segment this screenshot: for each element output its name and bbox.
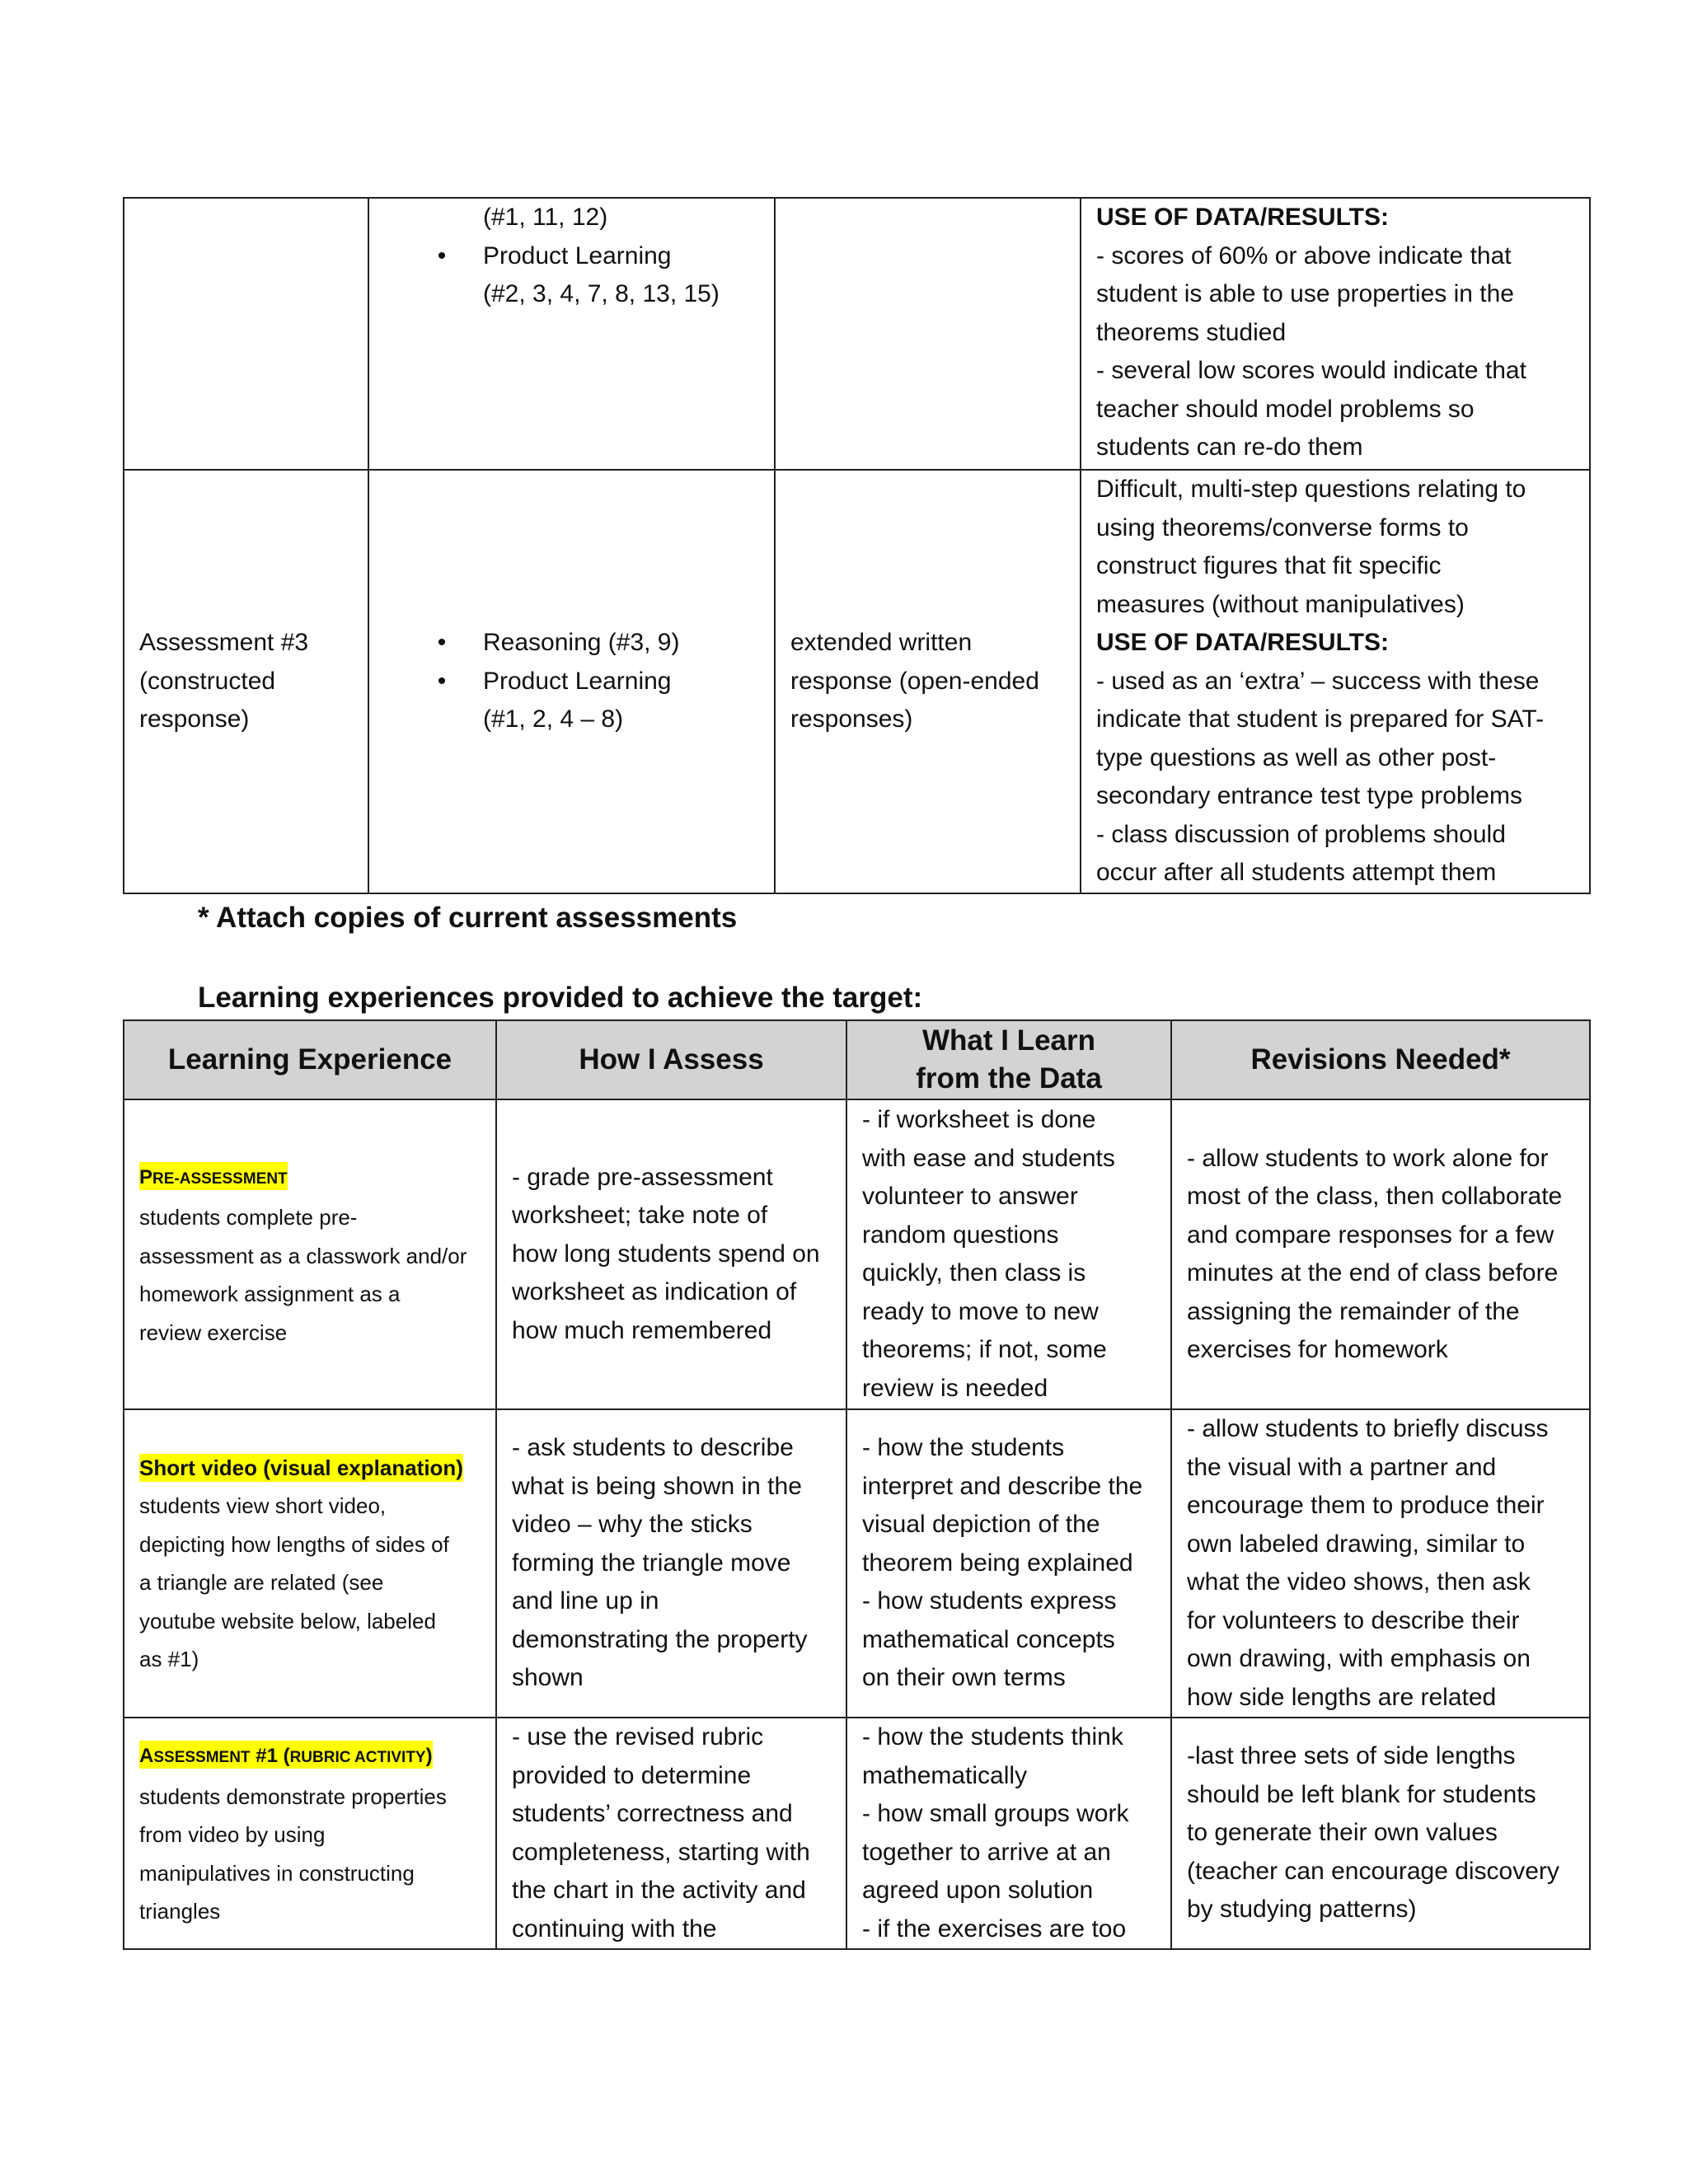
learning-experiences-heading: Learning experiences provided to achieve the target: (198, 982, 923, 1014)
assessment-cell (124, 470, 368, 893)
text-line: - several low scores would indicate that (1096, 357, 1526, 384)
bullet-icon: • (437, 241, 447, 269)
text-line: as #1) (139, 1647, 199, 1671)
list-item (369, 663, 774, 701)
title-part: SSESSMENT (153, 1749, 251, 1767)
text-line: completeness, starting with (512, 1838, 810, 1866)
text-line: how long students spend on (512, 1240, 820, 1268)
text-line: triangles (139, 1899, 221, 1924)
text-line: depicting how lengths of sides of (139, 1531, 449, 1557)
text-line: - if worksheet is done (862, 1106, 1096, 1133)
text-line: own labeled drawing, similar to (1187, 1530, 1526, 1558)
text-line: homework assignment as a (139, 1282, 401, 1307)
text-line: demonstrating the property (512, 1625, 808, 1653)
text-line: youtube website below, labeled (139, 1608, 436, 1633)
text-line: provided to determine (512, 1761, 752, 1789)
table-row (124, 198, 1590, 470)
column-header-what-i-learn (846, 1020, 1171, 1099)
text-line: manipulatives in constructing (139, 1860, 415, 1886)
text-line: - scores of 60% or above indicate that (1096, 241, 1512, 269)
text-line: continuing with the (512, 1915, 717, 1943)
text-line: mathematical concepts (862, 1625, 1115, 1653)
target-line: (#1, 11, 12) (483, 204, 608, 231)
list-item (369, 237, 774, 276)
text-line: agreed upon solution (862, 1877, 1094, 1904)
target-cell (368, 470, 775, 893)
attach-note: * Attach copies of current assessments (198, 902, 738, 934)
table-row (124, 470, 1590, 893)
learning-experiences-table (123, 1019, 1591, 1950)
revisions-needed-cell (1171, 1409, 1590, 1718)
text-line: review is needed (862, 1374, 1048, 1402)
highlighted-title (139, 1741, 433, 1769)
text-line: students’ correctness and (512, 1800, 793, 1827)
text-line: construct figures that fit specific (1096, 552, 1442, 579)
title-part: P (139, 1165, 153, 1188)
use-of-data-cell (1081, 470, 1590, 893)
assessment-cell-empty (124, 198, 368, 470)
text-line: shown (512, 1664, 584, 1692)
text-line: - allow students to briefly discuss (1187, 1415, 1549, 1442)
column-header-learning-experience: Learning Experience (124, 1020, 496, 1099)
text-line: by studying patterns) (1187, 1896, 1417, 1924)
text-line: student is able to use properties in the (1096, 280, 1514, 307)
text-line: students complete pre- (139, 1205, 358, 1230)
text-line: assigning the remainder of the (1187, 1297, 1520, 1325)
text-line: students can re-do them (1096, 434, 1363, 461)
experience-title (139, 1449, 481, 1488)
learning-experience-cell (124, 1409, 496, 1718)
text-line: the visual with a partner and (1187, 1453, 1497, 1481)
list-item (369, 624, 774, 663)
text-line: Difficult, multi-step questions relating to (1096, 476, 1526, 503)
text-line: - class discussion of problems should (1096, 820, 1506, 848)
use-of-data-heading: USE OF DATA/RESULTS: (1096, 629, 1389, 656)
text-line: theorem being explained (862, 1549, 1133, 1577)
highlighted-title: Short video (visual explanation) (139, 1455, 463, 1480)
text-line: together to arrive at an (862, 1838, 1111, 1866)
assessment-table (123, 197, 1591, 894)
text-line: response (open-ended (790, 667, 1039, 695)
text-line: using theorems/converse forms to (1096, 513, 1469, 541)
text-line: for volunteers to describe their (1187, 1606, 1520, 1634)
how-i-assess-cell (496, 1409, 846, 1718)
text-line: Assessment #3 (139, 629, 309, 657)
column-header-revisions-needed: Revisions Needed* (1171, 1020, 1590, 1099)
text-line: review exercise (139, 1319, 288, 1345)
text-line: (teacher can encourage discovery (1187, 1857, 1559, 1885)
text-line: visual depiction of the (862, 1511, 1100, 1539)
target-text: Product Learning (483, 241, 672, 269)
title-part: A (139, 1745, 154, 1768)
text-line: a triangle are related (see (139, 1570, 384, 1595)
text-line: assessment as a classwork and/or (139, 1243, 467, 1268)
text-line: occur after all students attempt them (1096, 859, 1497, 886)
bullet-icon: • (437, 667, 447, 695)
text-line: - use the revised rubric (512, 1723, 764, 1750)
text-line: ready to move to new (862, 1297, 1099, 1325)
text-line: - grade pre-assessment (512, 1163, 773, 1191)
text-line: - used as an ‘extra’ – success with these (1096, 667, 1540, 695)
text-line: and line up in (512, 1587, 659, 1615)
text-line: indicate that student is prepared for SAT- (1096, 705, 1545, 733)
text-line: and compare responses for a few (1187, 1221, 1554, 1249)
text-line: - how the students think (862, 1723, 1123, 1750)
text-line: what is being shown in the (512, 1472, 802, 1500)
text-line: on their own terms (862, 1664, 1066, 1692)
text-line: encourage them to produce their (1187, 1492, 1545, 1519)
text-line: worksheet as indication of (512, 1278, 797, 1306)
text-line: to generate their own values (1187, 1819, 1498, 1847)
header-line: What I Learn (921, 1024, 1096, 1057)
table-row (124, 1409, 1590, 1718)
text-line: should be left blank for students (1187, 1780, 1536, 1808)
text-line: minutes at the end of class before (1187, 1259, 1559, 1286)
bullet-icon: • (437, 629, 447, 657)
target-line: (#2, 3, 4, 7, 8, 13, 15) (483, 280, 720, 307)
text-line: how side lengths are related (1187, 1683, 1497, 1711)
title-part: RUBRIC ACTIVITY (289, 1749, 426, 1767)
how-i-assess-cell (496, 1099, 846, 1409)
revisions-needed-cell (1171, 1718, 1590, 1949)
text-line: forming the triangle move (512, 1549, 791, 1577)
table-row (124, 1718, 1590, 1949)
text-line: the chart in the activity and (512, 1877, 806, 1904)
text-line: exercises for homework (1187, 1336, 1448, 1363)
target-cell (368, 198, 775, 470)
text-line: extended written (790, 629, 973, 657)
text-line: theorems; if not, some (862, 1336, 1107, 1363)
text-line: - if the exercises are too (862, 1915, 1127, 1943)
text-line: measures (without manipulatives) (1096, 590, 1465, 618)
text-line: secondary entrance test type problems (1096, 782, 1522, 809)
experience-title (139, 1736, 481, 1778)
text-line: - how students express (862, 1587, 1117, 1615)
text-line: mathematically (862, 1761, 1028, 1789)
text-line: quickly, then class is (862, 1259, 1086, 1286)
experience-title (139, 1157, 481, 1199)
title-part: ) (425, 1745, 433, 1768)
format-cell-empty (775, 198, 1081, 470)
table-row (124, 1099, 1590, 1409)
target-line: (#1, 2, 4 – 8) (483, 705, 624, 733)
text-line: - allow students to work alone for (1187, 1144, 1549, 1172)
text-line: what the video shows, then ask (1187, 1568, 1531, 1596)
what-i-learn-cell (846, 1409, 1171, 1718)
text-line: - how small groups work (862, 1800, 1129, 1827)
text-line: with ease and students (862, 1144, 1115, 1172)
text-line: response) (139, 705, 250, 733)
format-cell (775, 470, 1081, 893)
highlighted-title (139, 1162, 288, 1190)
title-part: #1 ( (250, 1745, 290, 1768)
target-list (369, 237, 774, 276)
text-line: worksheet; take note of (512, 1202, 768, 1230)
use-of-data-cell (1081, 198, 1590, 470)
text-line: how much remembered (512, 1316, 772, 1344)
text-line: video – why the sticks (512, 1511, 753, 1539)
text-line: type questions as well as other post- (1096, 743, 1497, 771)
learning-experience-cell (124, 1099, 496, 1409)
text-line: interpret and describe the (862, 1472, 1143, 1500)
what-i-learn-cell (846, 1099, 1171, 1409)
how-i-assess-cell (496, 1718, 846, 1949)
text-line: responses) (790, 705, 913, 733)
title-part: RE-ASSESSMENT (152, 1169, 288, 1188)
target-text: Product Learning (483, 667, 672, 695)
learning-experience-cell (124, 1718, 496, 1949)
text-line: -last three sets of side lengths (1187, 1742, 1516, 1770)
target-text: Reasoning (#3, 9) (483, 629, 680, 657)
text-line: - how the students (862, 1434, 1065, 1462)
header-line: from the Data (916, 1062, 1102, 1094)
use-of-data-heading: USE OF DATA/RESULTS: (1096, 204, 1389, 231)
column-header-how-i-assess: How I Assess (496, 1020, 846, 1099)
revisions-needed-cell (1171, 1099, 1590, 1409)
text-line: own drawing, with emphasis on (1187, 1645, 1531, 1672)
text-line: random questions (862, 1221, 1059, 1249)
text-line: (constructed (139, 667, 276, 695)
what-i-learn-cell (846, 1718, 1171, 1949)
text-line: students view short video, (139, 1493, 387, 1518)
text-line: volunteer to answer (862, 1183, 1078, 1210)
text-line: most of the class, then collaborate (1187, 1183, 1563, 1210)
text-line: - ask students to describe (512, 1434, 794, 1462)
text-line: teacher should model problems so (1096, 395, 1475, 423)
text-line: students demonstrate properties (139, 1783, 447, 1809)
target-list (369, 624, 774, 701)
table-header-row (124, 1020, 1590, 1099)
text-line: theorems studied (1096, 318, 1287, 346)
text-line: from video by using (139, 1822, 326, 1848)
